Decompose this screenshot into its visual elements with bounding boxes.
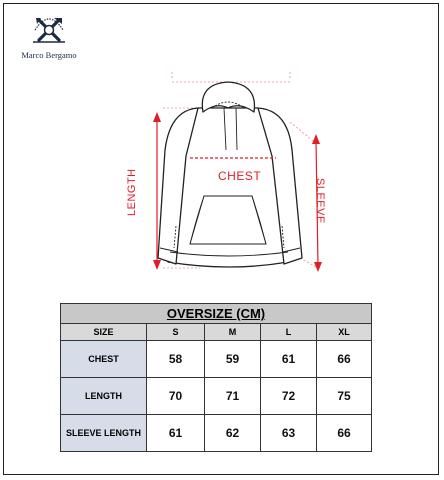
table-cell: 59 bbox=[205, 341, 261, 378]
chest-label: CHEST bbox=[218, 169, 262, 183]
table-cell: 63 bbox=[261, 415, 317, 452]
row-label-sleeve-length: SLEEVE LENGTH bbox=[61, 415, 147, 452]
table-cell: 70 bbox=[147, 378, 205, 415]
header-m: M bbox=[205, 324, 261, 341]
table-cell: 66 bbox=[317, 415, 372, 452]
table-header-row bbox=[61, 324, 372, 341]
table-row bbox=[61, 341, 372, 378]
row-label-length: LENGTH bbox=[61, 378, 147, 415]
header-s: S bbox=[147, 324, 205, 341]
header-xl: XL bbox=[317, 324, 372, 341]
table-cell: 72 bbox=[261, 378, 317, 415]
table-cell: 58 bbox=[147, 341, 205, 378]
table-title: OVERSIZE (CM) bbox=[61, 304, 372, 324]
table-cell: 61 bbox=[261, 341, 317, 378]
table-row bbox=[61, 378, 372, 415]
table-cell: 75 bbox=[317, 378, 372, 415]
table-cell: 62 bbox=[205, 415, 261, 452]
header-l: L bbox=[261, 324, 317, 341]
table-cell: 61 bbox=[147, 415, 205, 452]
length-label: LENGTH bbox=[126, 168, 138, 216]
row-label-chest: CHEST bbox=[61, 341, 147, 378]
table-cell: 71 bbox=[205, 378, 261, 415]
table-cell: 66 bbox=[317, 341, 372, 378]
table-row bbox=[61, 415, 372, 452]
size-chart-table bbox=[60, 303, 372, 452]
header-size: SIZE bbox=[61, 324, 147, 341]
sleeve-label: SLEEVE bbox=[314, 178, 326, 224]
brand-name: Marco Bergamo bbox=[21, 50, 77, 60]
table-title-row bbox=[61, 304, 372, 324]
